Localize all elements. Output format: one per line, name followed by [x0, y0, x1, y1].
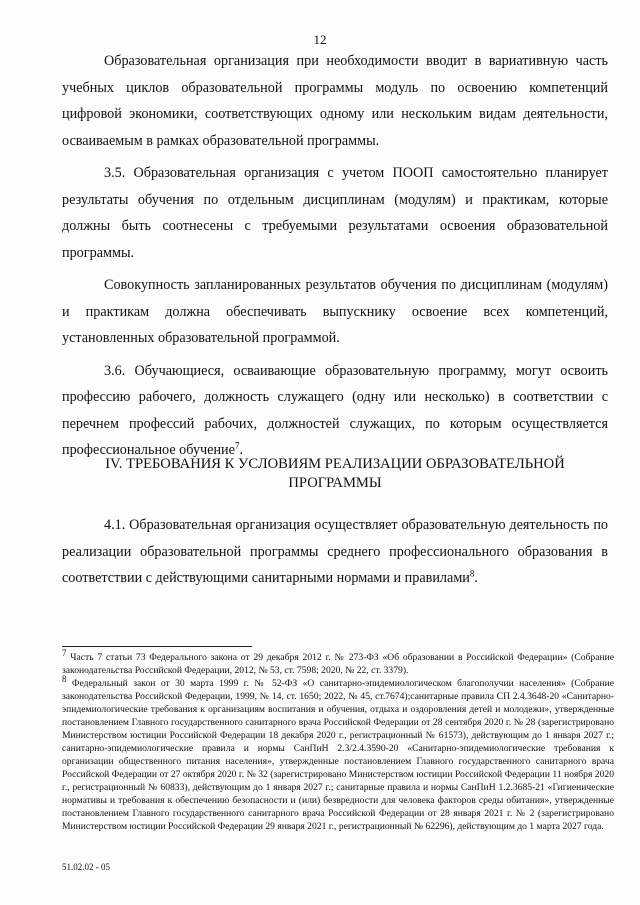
footnote-8 [62, 673, 614, 833]
document-code: 51.02.02 - 05 [62, 862, 110, 872]
footnote-8-text: Федеральный закон от 30 марта 1999 г. № 52-ФЗ «О санитарно-эпидемиологическом благополучии населения» (Собрание законодательства Российской Федерации, 1999, № 14, ст. 1650; 2022, № 45, ст.7674);санитарные правила СП 2.4.3648-20 «Санитарно-эпидемиологические требования к организациям воспитания и обучения, отдыха и оздоровления детей и молодежи», утвержденные постановлением Главного государственного санитарного врача Российской Федерации от 28 сентября 2020 г. № 28 (зарегистрировано Министерством юстиции Российской Федерации 18 декабря 2020 г., регистрационный № 61573), действующим до 1 января 2027 г.; санитарно-эпидемиологические правила и нормы СанПиН 2.3/2.4.3590-20 «Санитарно-эпидемиологические требования к организации общественного питания населения», утвержденные постановлением Главного государственного санитарного врача Российской Федерации от 27 октября 2020 г. № 32 (зарегистрировано Министерством юстиции Российской Федерации 11 ноября 2020 г., регистрационный № 60833), действующим до 1 января 2027 г.; санитарные правила и нормы СанПиН 1.2.3685-21 «Гигиенические нормативы и требования к обеспечению безопасности и (или) безвредности для человека факторов среды обитания», утвержденные постановлением Главного государственного санитарного врача Российской Федерации от 28 января 2021 г. № 2 (зарегистрировано Министерством юстиции Российской Федерации 29 января 2021 г., регистрационный № 62296), действующим до 1 марта 2027 года. [62, 678, 614, 832]
paragraph-digital-economy: Образовательная организация при необходимости вводит в вариативную часть учебных циклов образовательной программы модуль по освоению компетенций цифровой экономики, соответствующих одному или нескольким видам деятельности, осваиваемым в рамках образовательной программы. [62, 53, 608, 149]
paragraph-4-1-end: . [474, 570, 478, 586]
footnote-divider [62, 646, 252, 647]
paragraph-3-6 [62, 358, 608, 464]
body-text-block-1 [62, 48, 608, 464]
footnote-ref-7[interactable]: 7 [234, 440, 240, 451]
paragraph-3-5: 3.5. Образовательная организация с учетом ПООП самостоятельно планирует результаты обучения по отдельным дисциплинам (модулям) и практикам, которые должны быть соотнесены с требуемыми результатами освоения образовательной программы. [62, 165, 608, 261]
paragraph-4-1 [62, 512, 608, 592]
section-heading [80, 455, 590, 493]
footnote-8-mark: 8 [62, 673, 67, 684]
paragraph-3-6-end: . [239, 442, 243, 458]
footnotes [62, 647, 614, 833]
footnote-7-text: Часть 7 статьи 73 Федерального закона от 29 декабря 2012 г. № 273-ФЗ «Об образовании в Российской Федерации» (Собрание законодательства Российской Федерации, 2012, № 53, ст. 7598; 2020, № 22, ст. 3379). [62, 652, 614, 676]
section-heading-line-1: IV. ТРЕБОВАНИЯ К УСЛОВИЯМ РЕАЛИЗАЦИИ ОБРАЗОВАТЕЛЬНОЙ [105, 456, 565, 472]
footnote-7-mark: 7 [62, 647, 67, 658]
footnote-7 [62, 647, 614, 677]
section-heading-line-2: ПРОГРАММЫ [288, 475, 382, 491]
body-text-block-2 [62, 512, 608, 592]
paragraph-competencies: Совокупность запланированных результатов обучения по дисциплинам (модулям) и практикам должна обеспечивать выпускнику освоение всех компетенций, установленных образовательной программой. [62, 277, 608, 346]
paragraph-4-1-text: 4.1. Образовательная организация осуществляет образовательную деятельность по реализации образовательной программы среднего профессионального образования в соответствии с действующими санитарными нормами и правилами [62, 517, 608, 586]
page-number: 12 [313, 32, 327, 47]
paragraph-3-6-text: 3.6. Обучающиеся, осваивающие образовательную программу, могут освоить профессию рабочего, должность служащего (одну или несколько) в соответствии с перечнем профессий рабочих, должностей служащих, по которым осуществляется профессиональное обучение [62, 362, 608, 458]
footnote-ref-8[interactable]: 8 [469, 568, 475, 579]
